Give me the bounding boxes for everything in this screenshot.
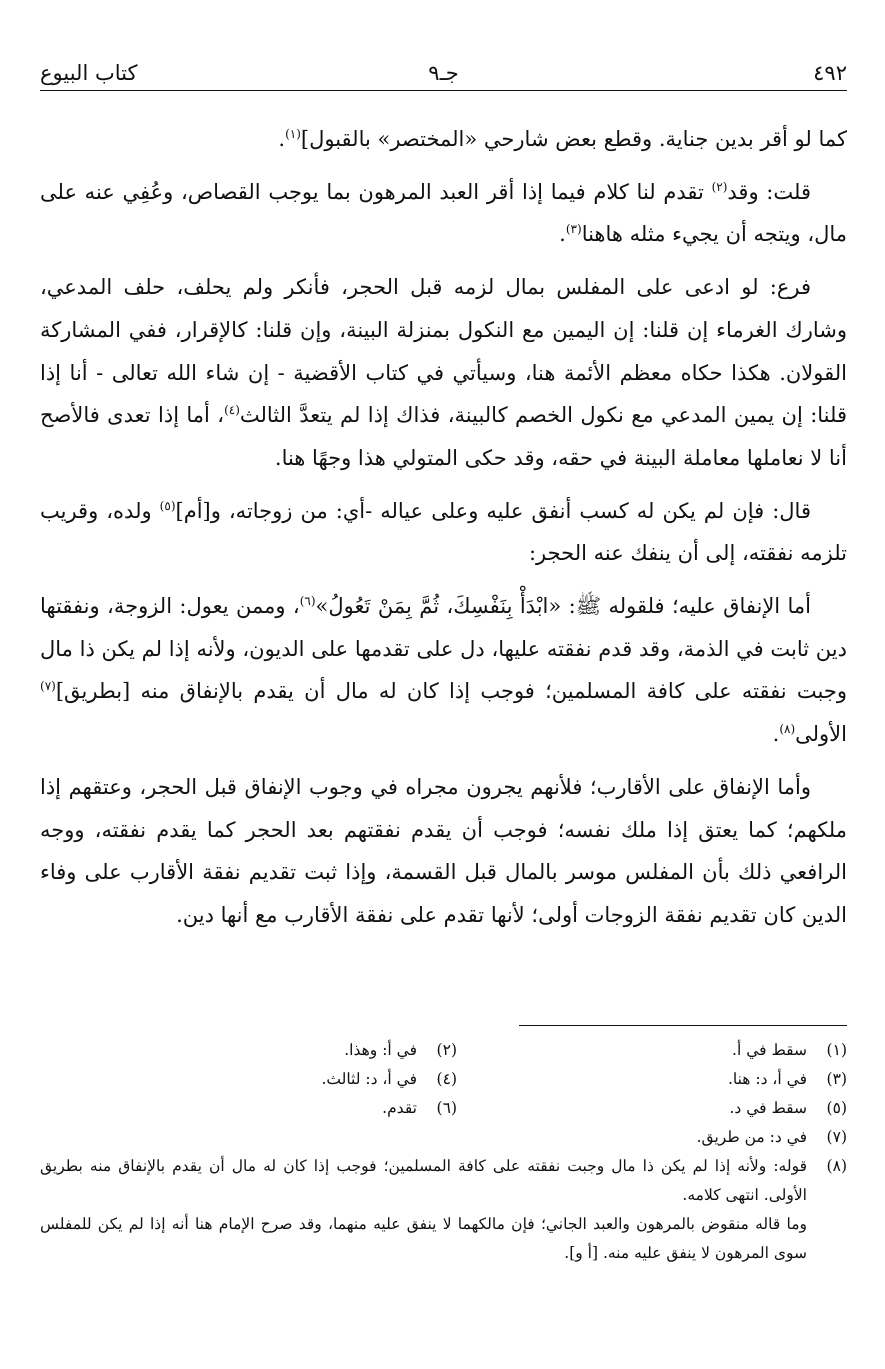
footnote-number: (٧) [826, 1128, 847, 1146]
footnote-number: (٦) [436, 1099, 457, 1117]
footnote-number: (١) [826, 1041, 847, 1059]
paragraph-3 [40, 266, 847, 480]
footnote-ref-6: (٦) [299, 594, 316, 609]
footnote-number: (٤) [436, 1070, 457, 1088]
footnote-row [40, 1094, 847, 1123]
footnote-4 [67, 1065, 457, 1094]
paragraph-5 [40, 585, 847, 756]
footnote-text: في أ: وهذا. [344, 1041, 417, 1059]
text-run: تقدم لنا كلام فيما إذا أقر العبد المرهون بما يوجب القصاص، وعُفِي عنه على مال، ويتجه أن يجيء مثله هاهنا [40, 179, 847, 247]
footnote-text: في د: من طريق. [696, 1128, 807, 1146]
footnote-ref-2: (٢) [711, 179, 728, 194]
footnote-5 [457, 1094, 847, 1123]
footnote-7 [457, 1123, 847, 1152]
page-header [40, 58, 847, 91]
text-run: الأولى [795, 722, 847, 747]
footnote-number: (٥) [826, 1099, 847, 1117]
text-run: ، وممن يعول: الزوجة، ونفقتها دين ثابت في الذمة، وقد قدم نفقته عليها، دل على تقدمها على الديون، ولأنه إذا لم يكن ذا مال وجبت نفقته على كافة المسلمين؛ فوجب إذا كان له مال أن يقدم بالإنفاق منه [بطريق] [40, 594, 847, 704]
text-run: ولده، وقريب تلزمه نفقته، إلى أن ينفك عنه الحجر: [40, 498, 847, 566]
book-title: كتاب البيوع [40, 61, 138, 85]
footnote-3 [457, 1065, 847, 1094]
footnote-row [40, 1123, 847, 1152]
footnote-row [40, 1036, 847, 1065]
footnote-row [40, 1065, 847, 1094]
footnote-ref-3: (٣) [565, 222, 582, 237]
footnote-text: تقدم. [382, 1099, 417, 1117]
footnote-ref-7: (٧) [40, 679, 56, 694]
footnote-8-continuation: وما قاله منقوض بالمرهون والعبد الجاني؛ فإن مالكهما لا ينفق عليه منهما، وقد صرح الإمام هنا أنه إذا لم يكن للمفلس سوى المرهون لا ينفق عليه منه. [أ و]. [40, 1215, 807, 1262]
text-run: . [278, 127, 286, 151]
footnote-number: (٣) [826, 1070, 847, 1088]
footnote-text: سقط في أ. [732, 1041, 807, 1059]
footnote-text: في أ، د: لثالث. [321, 1070, 417, 1088]
text-run: ، أما إذا تعدى فالأصح أنا لا نعاملها معاملة البينة في حقه، وقد حكى المتولي هذا وجهًا هنا. [40, 403, 847, 470]
footnote-1 [457, 1036, 847, 1065]
text-run: أما الإنفاق عليه؛ فلقوله ﷺ: «ابْدَأْ بِنَفْسِكَ، ثُمَّ بِمَنْ تَعُولُ» [315, 594, 812, 619]
footnote-text: في أ، د: هنا. [727, 1070, 807, 1088]
footnote-ref-8: (٨) [779, 722, 796, 737]
footnote-ref-4: (٤) [224, 403, 240, 418]
text-run: قال: فإن لم يكن له كسب أنفق عليه وعلى عياله -أي: من زوجاته، و[أم] [175, 498, 811, 523]
footnote-6 [67, 1094, 457, 1123]
footnote-ref-1: (١) [285, 127, 301, 141]
text-run: كما لو أقر بدين جناية. وقطع بعض شارحي «المختصر» بالقبول] [300, 127, 847, 151]
footnote-text: قوله: ولأنه إذا لم يكن ذا مال وجبت نفقته على كافة المسلمين؛ فوجب إذا كان له مال أن يقدم بالإنفاق منه بطريق الأولى. انتهى كلامه. [40, 1157, 807, 1204]
text-run: فرع: لو ادعى على المفلس بمال لزمه قبل الحجر، فأنكر ولم يحلف، حلف المدعي، وشارك الغرماء إن قلنا: إن اليمين مع النكول بمنزلة البينة، وإن قلنا: كالإقرار، ففي المشاركة القولان. هكذا حكاه معظم الأئمة هنا، وسيأتي في كتاب الأقضية - إن شاء الله تعالى - أنا إذا قلنا: إن يمين المدعي مع نكول الخصم كالبينة، فذاك إذا لم يتعدَّ الثالث [40, 275, 847, 428]
main-text [40, 118, 847, 947]
footnote-8 [40, 1152, 847, 1210]
footnote-ref-5: (٥) [159, 498, 176, 513]
footnote-2 [67, 1036, 457, 1065]
footnote-text: سقط في د. [729, 1099, 807, 1117]
paragraph-2 [40, 171, 847, 256]
footnote-number: (٨) [826, 1157, 847, 1175]
volume-label: جـ٩ [428, 61, 459, 85]
footnotes [40, 1036, 847, 1268]
footnote-number: (٢) [436, 1041, 457, 1059]
page-number: ٤٩٢ [813, 61, 847, 85]
text-run: . [772, 722, 780, 747]
text-run: . [559, 222, 566, 247]
paragraph-4 [40, 490, 847, 575]
paragraph-6 [40, 766, 847, 937]
footnote-divider [519, 1025, 847, 1026]
paragraph-1 [40, 118, 847, 161]
text-run: وأما الإنفاق على الأقارب؛ فلأنهم يجرون مجراه في وجوب الإنفاق قبل الحجر، وعتقهم إذا ملكهم؛ كما يعتق إذا ملك نفسه؛ فوجب أن يقدم نفقتهم بعد الحجر كما يقدم نفقته، ووجه الرافعي ذلك بأن المفلس موسر بالمال قبل القسمة، وإذا ثبت تقديم نفقة الأقارب على وفاء الدين كان تقديم نفقة الزوجات أولى؛ لأنها تقدم على نفقة الأقارب مع أنها دين. [40, 774, 847, 927]
text-run: قلت: وقد [727, 179, 811, 204]
